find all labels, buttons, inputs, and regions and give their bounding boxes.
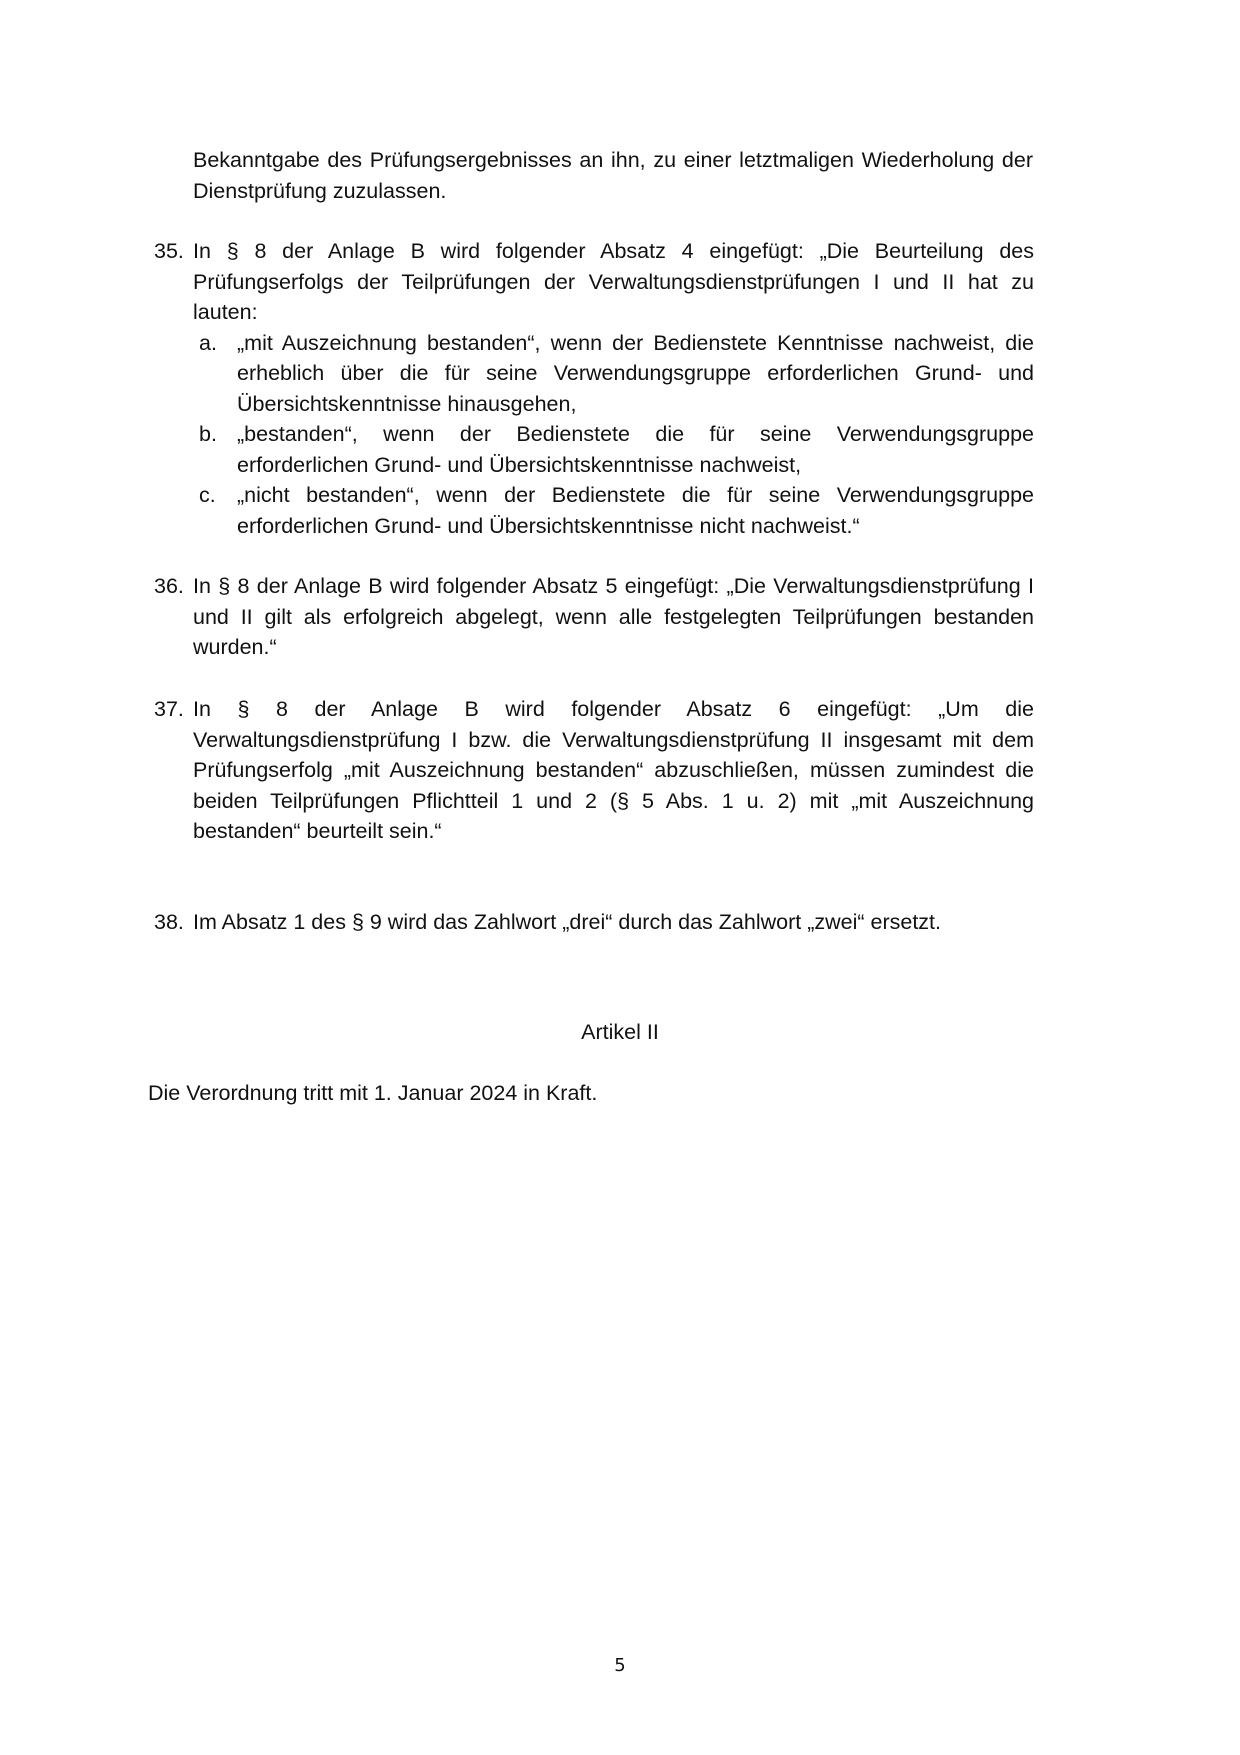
article-heading: Artikel II (581, 1020, 659, 1044)
sub-item-letter: a. (199, 330, 217, 355)
list-item-35 (154, 236, 1034, 541)
item-text: In § 8 der Anlage B wird folgender Absatz 4 eingefügt: „Die Beurteilung des Prüfungserfolgs der Teilprüfungen der Verwaltungsdienstprüfungen I und II hat zu lauten: (193, 239, 1034, 324)
sub-item-b (199, 419, 1034, 480)
item-number: 37. (154, 697, 184, 721)
sub-item-c (199, 480, 1034, 541)
sub-item-letter: b. (199, 422, 217, 446)
sub-item-text: „nicht bestanden“, wenn der Bedienstete die für seine Verwendungsgruppe erforderlichen Grund- und Übersichtskenntnisse nicht nachweist.“ (237, 483, 1034, 538)
item-text: In § 8 der Anlage B wird folgender Absatz 6 eingefügt: „Um die Verwaltungsdienstprüfung I bzw. die Verwaltungsdienstprüfung II insgesamt mit dem Prüfungserfolg „mit Auszeichnung bestanden“ abzuschließen, müssen zumindest die beiden Teilprüfungen Pflichtteil 1 und 2 (§ 5 Abs. 1 u. 2) mit „mit Auszeichnung bestanden“ beurteilt sein.“ (193, 697, 1034, 843)
sub-item-text: „bestanden“, wenn der Bedienstete die für seine Verwendungsgruppe erforderlichen Grund- und Übersichtskenntnisse nachweist, (237, 422, 1034, 477)
sub-item-a (199, 328, 1034, 420)
list-item-38 (154, 907, 1034, 938)
list-item-36 (154, 571, 1034, 663)
item-number: 35. (154, 239, 184, 263)
list-item-37 (154, 694, 1034, 847)
page-number: 5 (614, 1655, 626, 1676)
final-sentence: Die Verordnung tritt mit 1. Januar 2024 in Kraft. (148, 1081, 598, 1105)
continuation-paragraph: Bekanntgabe des Prüfungsergebnisses an ihn, zu einer letztmaligen Wiederholung der Dienstprüfung zuzulassen. (193, 148, 1033, 203)
sub-item-text: „mit Auszeichnung bestanden“, wenn der Bedienstete Kenntnisse nachweist, die erheblich über die für seine Verwendungsgruppe erforderlichen Grund- und Übersichtskenntnisse hinausgehen, (237, 330, 1034, 416)
sub-item-letter: c. (199, 483, 216, 507)
item-number: 36. (154, 574, 184, 598)
item-number: 38. (154, 910, 184, 934)
item-text: Im Absatz 1 des § 9 wird das Zahlwort „drei“ durch das Zahlwort „zwei“ ersetzt. (193, 910, 941, 934)
item-text: In § 8 der Anlage B wird folgender Absatz 5 eingefügt: „Die Verwaltungsdienstprüfung I und II gilt als erfolgreich abgelegt, wenn alle festgelegten Teilprüfungen bestanden wurden.“ (193, 574, 1034, 659)
